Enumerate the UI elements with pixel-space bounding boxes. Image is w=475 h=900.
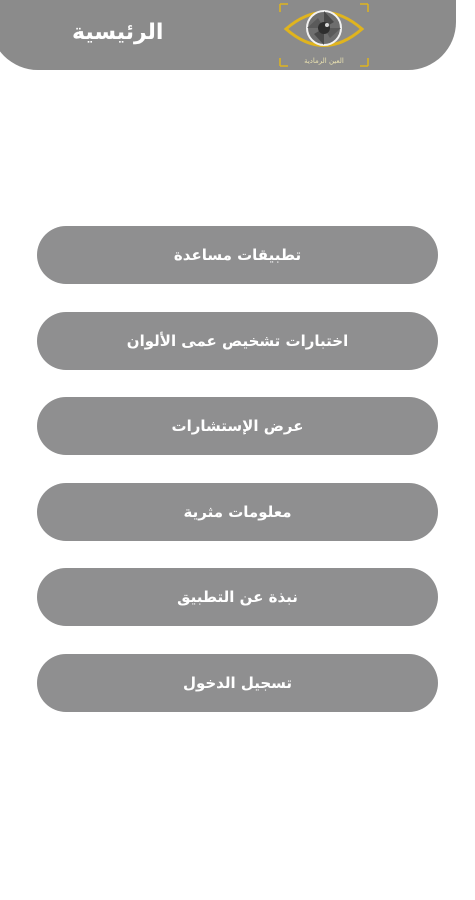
color-blindness-tests-button[interactable]: اختبارات تشخيص عمى الألوان — [37, 312, 438, 370]
enriching-info-button[interactable]: معلومات مثرية — [37, 483, 438, 541]
page-title: الرئيسية — [72, 20, 164, 45]
login-button[interactable]: تسجيل الدخول — [37, 654, 438, 712]
about-app-button[interactable]: نبذة عن التطبيق — [37, 568, 438, 626]
app-header — [0, 0, 456, 70]
main-menu — [37, 226, 438, 740]
view-consultations-button[interactable]: عرض الإستشارات — [37, 397, 438, 455]
logo-text: العين الرمادية — [304, 57, 344, 65]
helper-apps-button[interactable]: تطبيقات مساعدة — [37, 226, 438, 284]
app-logo — [276, 0, 372, 70]
